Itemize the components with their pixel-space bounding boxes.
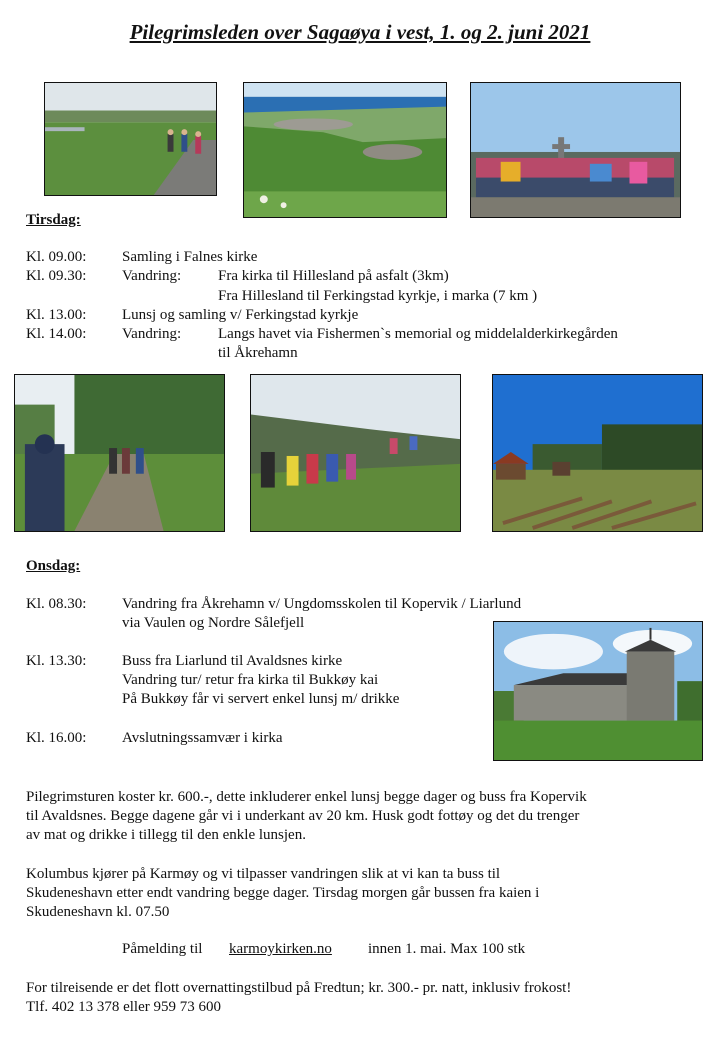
photo-farm-buildings xyxy=(492,374,703,532)
schedule-text: Buss fra Liarlund til Avaldsnes kirke xyxy=(122,653,343,669)
photo-group-cross xyxy=(470,82,681,218)
schedule-text: Samling i Falnes kirke xyxy=(122,249,258,265)
schedule-text: Lunsj og samling v/ Ferkingstad kyrkje xyxy=(122,307,359,323)
lodging-info: For tilreisende er det flott overnattingstilbud på Fredtun; kr. 300.- pr. natt, inklusiv frokost! xyxy=(26,980,572,996)
photo-avaldsnes-church xyxy=(493,621,703,761)
schedule-text: Fra Hillesland til Ferkingstad kyrkje, i marka (7 km ) xyxy=(218,288,538,304)
bus-info: Skudeneshavn etter endt vandring begge dager. Tirsdag morgen går bussen fra kaien i xyxy=(26,885,540,901)
photo-hikers-road xyxy=(44,82,217,196)
bus-info: Kolumbus kjører på Karmøy og vi tilpasser vandringen slik at vi kan ta buss til xyxy=(26,866,501,882)
schedule-text: Avslutningssamvær i kirka xyxy=(122,730,283,746)
schedule-text: På Bukkøy får vi servert enkel lunsj m/ drikke xyxy=(122,691,400,707)
schedule-time: Kl. 13.00: xyxy=(26,307,87,323)
schedule-time: Kl. 14.00: xyxy=(26,326,87,342)
schedule-text: til Åkrehamn xyxy=(218,345,298,361)
schedule-text: Vandring tur/ retur fra kirka til Bukkøy kai xyxy=(122,672,379,688)
bus-info: Skudeneshavn kl. 07.50 xyxy=(26,904,170,920)
photo-forest-path xyxy=(14,374,225,532)
signup-prefix: Påmelding til xyxy=(122,941,203,957)
onsdag-heading: Onsdag: xyxy=(26,558,81,574)
price-info: av mat og drikke i tillegg til den enkle lunsjen. xyxy=(26,827,306,843)
tirsdag-heading: Tirsdag: xyxy=(26,212,81,228)
price-info: Pilegrimsturen koster kr. 600.-, dette inkluderer enkel lunsj begge dager og buss fra Kopervik xyxy=(26,789,587,805)
schedule-text: via Vaulen og Nordre Sålefjell xyxy=(122,615,305,631)
schedule-time: Kl. 13.30: xyxy=(26,653,87,669)
price-info: til Avaldsnes. Begge dagene går vi i underkant av 20 km. Husk godt fottøy og det du trenger xyxy=(26,808,580,824)
schedule-time: Kl. 09.30: xyxy=(26,268,87,284)
schedule-time: Kl. 09.00: xyxy=(26,249,87,265)
contact-phone: Tlf. 402 13 378 eller 959 73 600 xyxy=(26,999,221,1015)
signup-link[interactable]: karmoykirken.no xyxy=(229,941,332,957)
schedule-label: Vandring: xyxy=(122,268,182,284)
page-title: Pilegrimsleden over Sagaøya i vest, 1. og 2. juni 2021 xyxy=(129,20,591,44)
schedule-time: Kl. 08.30: xyxy=(26,596,87,612)
signup-suffix: innen 1. mai. Max 100 stk xyxy=(368,941,526,957)
photo-hillside-hikers xyxy=(250,374,461,532)
schedule-text: Fra kirka til Hillesland på asfalt (3km) xyxy=(218,268,449,284)
schedule-time: Kl. 16.00: xyxy=(26,730,87,746)
schedule-text: Langs havet via Fishermen`s memorial og middelalderkirkegården xyxy=(218,326,618,342)
schedule-label: Vandring: xyxy=(122,326,182,342)
photo-coastline xyxy=(243,82,447,218)
schedule-text: Vandring fra Åkrehamn v/ Ungdomsskolen til Kopervik / Liarlund xyxy=(122,596,522,612)
